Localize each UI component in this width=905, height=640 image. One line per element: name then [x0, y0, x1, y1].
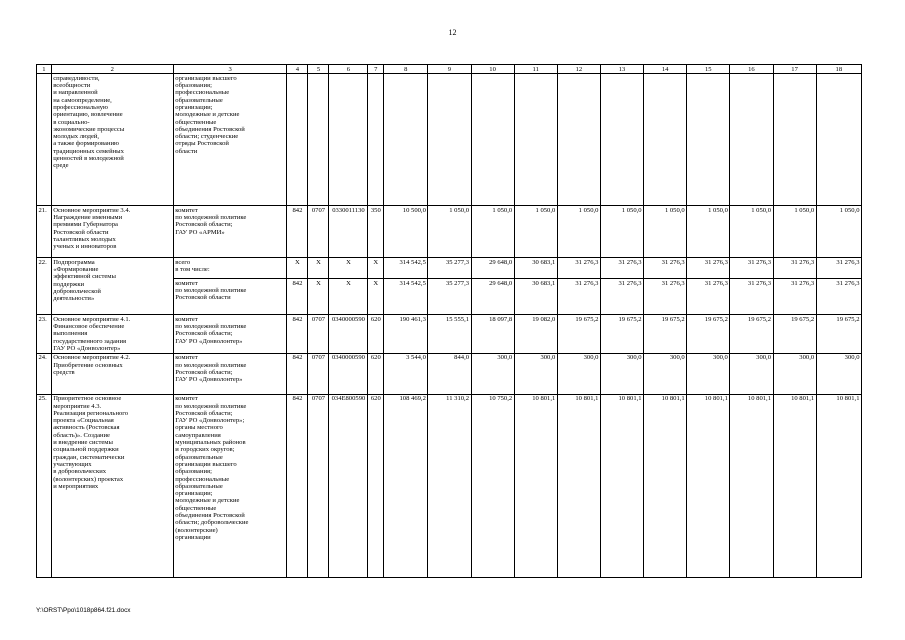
amount-cell: 300,0 — [644, 353, 687, 394]
column-number-cell: 7 — [368, 65, 384, 74]
amount-cell: 19 675,2 — [644, 315, 687, 353]
amount-cell: 30 683,1 — [514, 279, 557, 315]
amount-cell: 300,0 — [687, 353, 730, 394]
column-number-cell: 1 — [37, 65, 52, 74]
budget-table — [36, 64, 862, 578]
grbs-code-cell: 842 — [287, 394, 308, 577]
amount-cell: 300,0 — [600, 353, 643, 394]
grbs-code-cell: 842 — [287, 353, 308, 394]
amount-cell: 1 050,0 — [816, 206, 861, 258]
amount-cell: 1 050,0 — [557, 206, 600, 258]
empty-cell — [773, 74, 816, 206]
row-number-cell: 21. — [37, 206, 52, 258]
section-code-cell: Х — [308, 258, 329, 279]
expense-type-code-cell: Х — [368, 258, 384, 279]
row-number-cell: 25. — [37, 394, 52, 577]
amount-cell: 19 675,2 — [816, 315, 861, 353]
amount-cell: 300,0 — [471, 353, 514, 394]
amount-cell: 1 050,0 — [428, 206, 471, 258]
amount-cell: 10 801,1 — [730, 394, 773, 577]
empty-cell — [730, 74, 773, 206]
row-number-cell: 22. — [37, 258, 52, 315]
amount-cell: 19 675,2 — [730, 315, 773, 353]
target-article-code-cell: 0330011130 — [329, 206, 368, 258]
empty-cell — [329, 74, 368, 206]
amount-cell: 18 097,8 — [471, 315, 514, 353]
amount-cell: 1 050,0 — [471, 206, 514, 258]
amount-cell: 1 050,0 — [600, 206, 643, 258]
amount-cell: 3 544,0 — [384, 353, 428, 394]
executor-cell: комитет по молодежной политике Ростовской области; ГАУ РО «Донволонтер»; органы местного самоуправления муниципальных районов и городских округов; образовательные организации высшего образования; профессиональные образовательные организации; молодежные и детские общественные объединения Ростовской области; добровольческие (волонтерские) организации — [173, 394, 287, 577]
amount-cell: 19 675,2 — [687, 315, 730, 353]
event-name-cell: Подпрограмма «Формирование эффективной системы поддержки добровольческой деятельности» — [51, 258, 173, 315]
row-number-cell: 24. — [37, 353, 52, 394]
column-number-cell: 10 — [471, 65, 514, 74]
amount-cell: 10 801,1 — [557, 394, 600, 577]
amount-cell: 10 801,1 — [600, 394, 643, 577]
column-number-cell: 2 — [51, 65, 173, 74]
column-number-cell: 4 — [287, 65, 308, 74]
table-row — [37, 394, 862, 577]
amount-cell: 300,0 — [816, 353, 861, 394]
section-code-cell: 0707 — [308, 353, 329, 394]
executor-cell: комитет по молодежной политике Ростовской области; ГАУ РО «АРМИ» — [173, 206, 287, 258]
target-article-code-cell: Х — [329, 258, 368, 279]
empty-cell — [368, 74, 384, 206]
amount-cell: 19 675,2 — [600, 315, 643, 353]
target-article-code-cell: 034E800590 — [329, 394, 368, 577]
empty-cell — [644, 74, 687, 206]
executor-cell: организации высшего образования; профессиональные образовательные организации; молодежные и детские общественные объединения Ростовской области; студенческие отряды Ростовской области — [173, 74, 287, 206]
amount-cell: 10 801,1 — [687, 394, 730, 577]
section-code-cell: 0707 — [308, 394, 329, 577]
amount-cell: 190 461,3 — [384, 315, 428, 353]
target-article-code-cell: 0340000590 — [329, 353, 368, 394]
section-code-cell: 0707 — [308, 206, 329, 258]
amount-cell: 29 648,0 — [471, 279, 514, 315]
expense-type-code-cell: Х — [368, 279, 384, 315]
table-row — [37, 258, 862, 279]
column-number-cell: 3 — [173, 65, 287, 74]
amount-cell: 844,0 — [428, 353, 471, 394]
empty-cell — [384, 74, 428, 206]
amount-cell: 31 276,3 — [730, 258, 773, 279]
amount-cell: 108 469,2 — [384, 394, 428, 577]
amount-cell: 35 277,3 — [428, 258, 471, 279]
amount-cell: 31 276,3 — [600, 258, 643, 279]
amount-cell: 31 276,3 — [687, 279, 730, 315]
amount-cell: 31 276,3 — [773, 279, 816, 315]
amount-cell: 1 050,0 — [687, 206, 730, 258]
amount-cell: 19 675,2 — [557, 315, 600, 353]
grbs-code-cell: Х — [287, 258, 308, 279]
page-number: 12 — [448, 28, 457, 37]
amount-cell: 1 050,0 — [773, 206, 816, 258]
event-name-cell: Основное мероприятие 3.4. Награждение именными премиями Губернатора Ростовской области талантливых молодых ученых и инноваторов — [51, 206, 173, 258]
amount-cell: 10 750,2 — [471, 394, 514, 577]
table-row — [37, 74, 862, 206]
column-number-cell: 12 — [557, 65, 600, 74]
column-number-cell: 9 — [428, 65, 471, 74]
amount-cell: 15 555,1 — [428, 315, 471, 353]
column-number-cell: 13 — [600, 65, 643, 74]
event-name-cell: справедливости, всеобщности и направленной на самоопределение, профессиональную ориентацию, вовлечение в социально- экономические процессы молодых людей, а также формированию традиционных семейных ценностей в молодежной среде — [51, 74, 173, 206]
empty-cell — [428, 74, 471, 206]
amount-cell: 31 276,3 — [816, 279, 861, 315]
amount-cell: 10 801,1 — [773, 394, 816, 577]
column-number-cell: 15 — [687, 65, 730, 74]
amount-cell: 314 542,5 — [384, 279, 428, 315]
column-number-cell: 11 — [514, 65, 557, 74]
column-number-cell: 14 — [644, 65, 687, 74]
empty-cell — [816, 74, 861, 206]
target-article-code-cell: Х — [329, 279, 368, 315]
empty-cell — [557, 74, 600, 206]
row-number-cell: 23. — [37, 315, 52, 353]
target-article-code-cell: 0340000590 — [329, 315, 368, 353]
amount-cell: 1 050,0 — [644, 206, 687, 258]
amount-cell: 31 276,3 — [730, 279, 773, 315]
amount-cell: 35 277,3 — [428, 279, 471, 315]
event-name-cell: Основное мероприятие 4.2. Приобретение основных средств — [51, 353, 173, 394]
amount-cell: 31 276,3 — [816, 258, 861, 279]
amount-cell: 31 276,3 — [687, 258, 730, 279]
amount-cell: 31 276,3 — [557, 279, 600, 315]
table-row — [37, 353, 862, 394]
table-row — [37, 315, 862, 353]
amount-cell: 300,0 — [773, 353, 816, 394]
expense-type-code-cell: 620 — [368, 315, 384, 353]
amount-cell: 29 648,0 — [471, 258, 514, 279]
empty-cell — [687, 74, 730, 206]
empty-cell — [600, 74, 643, 206]
empty-cell — [287, 74, 308, 206]
expense-type-code-cell: 620 — [368, 353, 384, 394]
row-number-cell — [37, 74, 52, 206]
table-row — [37, 206, 862, 258]
grbs-code-cell: 842 — [287, 279, 308, 315]
amount-cell: 10 500,0 — [384, 206, 428, 258]
amount-cell: 314 542,5 — [384, 258, 428, 279]
column-number-cell: 18 — [816, 65, 861, 74]
grbs-code-cell: 842 — [287, 206, 308, 258]
file-path-footer: Y:\ORST\Ppo\1018p864.f21.docx — [36, 607, 131, 614]
amount-cell: 31 276,3 — [644, 279, 687, 315]
grbs-code-cell: 842 — [287, 315, 308, 353]
column-number-cell: 5 — [308, 65, 329, 74]
amount-cell: 19 675,2 — [773, 315, 816, 353]
column-number-cell: 17 — [773, 65, 816, 74]
amount-cell: 10 801,1 — [514, 394, 557, 577]
amount-cell: 19 082,0 — [514, 315, 557, 353]
executor-cell: комитет по молодежной политике Ростовской области; ГАУ РО «Донволонтер» — [173, 353, 287, 394]
amount-cell: 300,0 — [557, 353, 600, 394]
amount-cell: 10 801,1 — [644, 394, 687, 577]
empty-cell — [514, 74, 557, 206]
event-name-cell: Основное мероприятие 4.1. Финансовое обеспечение выполнения государственного задания ГАУ РО «Донволонтер» — [51, 315, 173, 353]
expense-type-code-cell: 350 — [368, 206, 384, 258]
empty-cell — [471, 74, 514, 206]
expense-type-code-cell: 620 — [368, 394, 384, 577]
amount-cell: 300,0 — [730, 353, 773, 394]
amount-cell: 31 276,3 — [557, 258, 600, 279]
executor-cell: всего в том числе: — [173, 258, 287, 279]
amount-cell: 31 276,3 — [644, 258, 687, 279]
amount-cell: 300,0 — [514, 353, 557, 394]
column-number-cell: 16 — [730, 65, 773, 74]
column-number-cell: 6 — [329, 65, 368, 74]
empty-cell — [308, 74, 329, 206]
section-code-cell: Х — [308, 279, 329, 315]
amount-cell: 1 050,0 — [730, 206, 773, 258]
section-code-cell: 0707 — [308, 315, 329, 353]
executor-cell: комитет по молодежной политике Ростовской области; ГАУ РО «Донволонтер» — [173, 315, 287, 353]
column-number-cell: 8 — [384, 65, 428, 74]
amount-cell: 1 050,0 — [514, 206, 557, 258]
column-number-row — [37, 65, 862, 74]
amount-cell: 30 683,1 — [514, 258, 557, 279]
executor-cell: комитет по молодежной политике Ростовской области — [173, 279, 287, 315]
amount-cell: 10 801,1 — [816, 394, 861, 577]
amount-cell: 31 276,3 — [773, 258, 816, 279]
amount-cell: 11 310,2 — [428, 394, 471, 577]
amount-cell: 31 276,3 — [600, 279, 643, 315]
event-name-cell: Приоритетное основное мероприятие 4.3. Реализация регионального проекта «Социальная активность (Ростовская область)». Создание и внедрение системы социальной поддержки граждан, систематически участвующих в добровольческих (волонтерских) проектах и мероприятиях — [51, 394, 173, 577]
